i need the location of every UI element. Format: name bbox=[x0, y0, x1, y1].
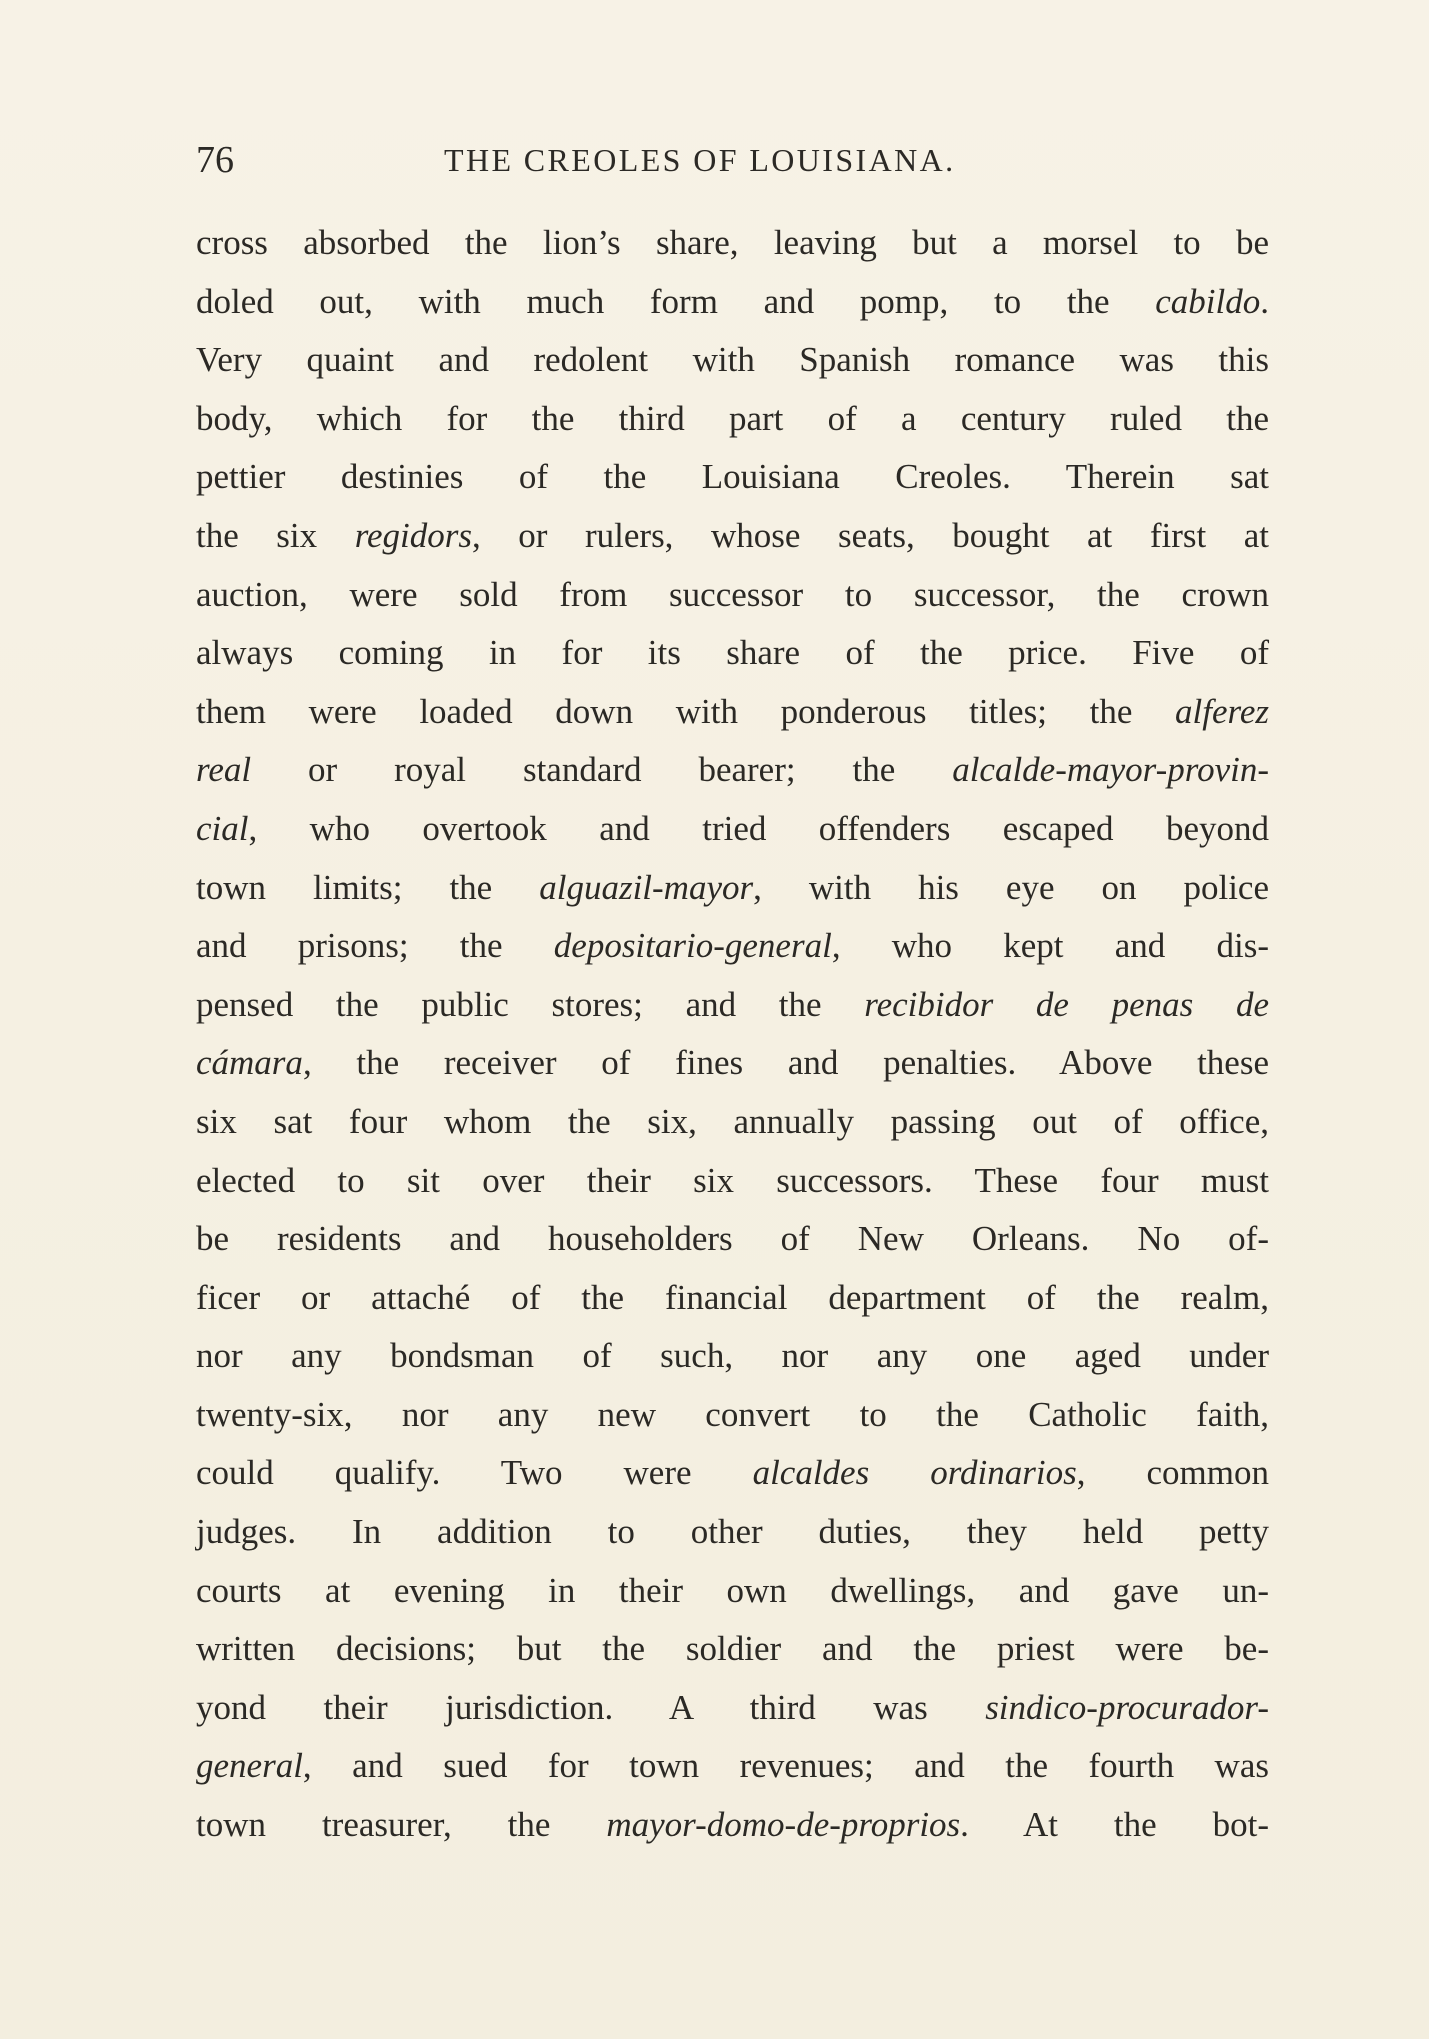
text-run: pensed the public stores; and the bbox=[196, 984, 865, 1024]
text-line bbox=[196, 1093, 1269, 1152]
text-line bbox=[196, 976, 1269, 1035]
text-run: nor any bondsman of such, nor any one aged under bbox=[196, 1336, 1269, 1376]
text-line bbox=[196, 1620, 1269, 1679]
text-run: the six bbox=[196, 515, 355, 555]
text-line bbox=[196, 507, 1269, 566]
text-line bbox=[196, 448, 1269, 507]
text-run: twenty-six, nor any new convert to the Catholic faith, bbox=[196, 1394, 1269, 1434]
text-line bbox=[196, 1444, 1269, 1503]
text-line bbox=[196, 1796, 1269, 1855]
text-run: and prisons; the bbox=[196, 926, 554, 966]
text-run: town treasurer, the bbox=[196, 1805, 607, 1845]
text-run: doled out, with much form and pomp, to the bbox=[196, 281, 1156, 321]
text-line bbox=[196, 1210, 1269, 1269]
text-run: judges. In addition to other duties, they held petty bbox=[196, 1512, 1269, 1552]
text-line bbox=[196, 1679, 1269, 1738]
italic-term: cámara bbox=[196, 1043, 303, 1083]
text-line bbox=[196, 1327, 1269, 1386]
text-run: , common bbox=[1076, 1453, 1270, 1493]
text-run: six sat four whom the six, annually passing out of office, bbox=[196, 1101, 1269, 1141]
italic-term: recibidor de penas de bbox=[864, 984, 1270, 1024]
page-number: 76 bbox=[196, 139, 234, 181]
text-run: , or rulers, whose seats, bought at first at bbox=[472, 515, 1269, 555]
text-line bbox=[196, 331, 1269, 390]
italic-term: real bbox=[196, 750, 252, 790]
italic-term: cial bbox=[196, 808, 249, 848]
italic-term: alguazil-mayor bbox=[539, 867, 754, 907]
text-line bbox=[196, 624, 1269, 683]
text-run: , who overtook and tried offenders escaped beyond bbox=[248, 808, 1269, 848]
text-run: ficer or attaché of the financial department of the realm, bbox=[196, 1277, 1269, 1317]
text-line bbox=[196, 683, 1269, 742]
text-line bbox=[196, 859, 1269, 918]
text-run: auction, were sold from successor to successor, the crown bbox=[196, 574, 1269, 614]
text-run: , with his eye on police bbox=[753, 867, 1269, 907]
text-run: , who kept and dis- bbox=[831, 926, 1269, 966]
italic-term: alcaldes ordinarios bbox=[752, 1453, 1077, 1493]
text-line bbox=[196, 800, 1269, 859]
text-run: pettier destinies of the Louisiana Creoles. Therein sat bbox=[196, 457, 1269, 497]
text-run: , the receiver of fines and penalties. Above these bbox=[302, 1043, 1269, 1083]
italic-term: regidors bbox=[354, 515, 473, 555]
text-line bbox=[196, 1562, 1269, 1621]
text-line bbox=[196, 1737, 1269, 1796]
text-line bbox=[196, 1386, 1269, 1445]
text-run: always coming in for its share of the price. Five of bbox=[196, 633, 1269, 673]
italic-term: general bbox=[196, 1746, 303, 1786]
page-header bbox=[196, 138, 1252, 182]
text-line bbox=[196, 1152, 1269, 1211]
text-line bbox=[196, 390, 1269, 449]
text-run: Very quaint and redolent with Spanish romance was this bbox=[196, 340, 1269, 380]
text-line bbox=[196, 214, 1269, 273]
text-line bbox=[196, 1034, 1269, 1093]
text-run: written decisions; but the soldier and the priest were be- bbox=[196, 1629, 1269, 1669]
text-run: . At the bot- bbox=[960, 1805, 1269, 1845]
text-run: or royal standard bearer; the bbox=[251, 750, 953, 790]
italic-term: depositario-general bbox=[553, 926, 832, 966]
text-run: body, which for the third part of a century ruled the bbox=[196, 398, 1269, 438]
text-line bbox=[196, 1503, 1269, 1562]
text-run: be residents and householders of New Orleans. No of- bbox=[196, 1219, 1269, 1259]
text-run: them were loaded down with ponderous titles; the bbox=[196, 691, 1176, 731]
text-line bbox=[196, 1269, 1269, 1328]
text-run: . bbox=[1260, 281, 1269, 321]
text-run: courts at evening in their own dwellings, and gave un- bbox=[196, 1570, 1269, 1610]
text-run: town limits; the bbox=[196, 867, 540, 907]
text-run: yond their jurisdiction. A third was bbox=[196, 1687, 986, 1727]
text-line bbox=[196, 566, 1269, 625]
text-run: , and sued for town revenues; and the fourth was bbox=[302, 1746, 1269, 1786]
text-line bbox=[196, 273, 1269, 332]
text-line bbox=[196, 741, 1269, 800]
italic-term: alferez bbox=[1175, 691, 1269, 731]
text-run: cross absorbed the lion’s share, leaving but a morsel to be bbox=[196, 223, 1269, 262]
body-text bbox=[196, 214, 1269, 1855]
italic-term: cabildo bbox=[1155, 281, 1261, 321]
italic-term: sindico-procurador- bbox=[985, 1687, 1269, 1727]
text-run: elected to sit over their six successors. These four must bbox=[196, 1160, 1269, 1200]
italic-term: alcalde-mayor-provin- bbox=[952, 750, 1269, 790]
text-run: could qualify. Two were bbox=[196, 1453, 753, 1493]
running-head: THE CREOLES OF LOUISIANA. bbox=[444, 142, 956, 178]
italic-term: mayor-domo-de-proprios bbox=[606, 1805, 961, 1845]
text-line bbox=[196, 917, 1269, 976]
